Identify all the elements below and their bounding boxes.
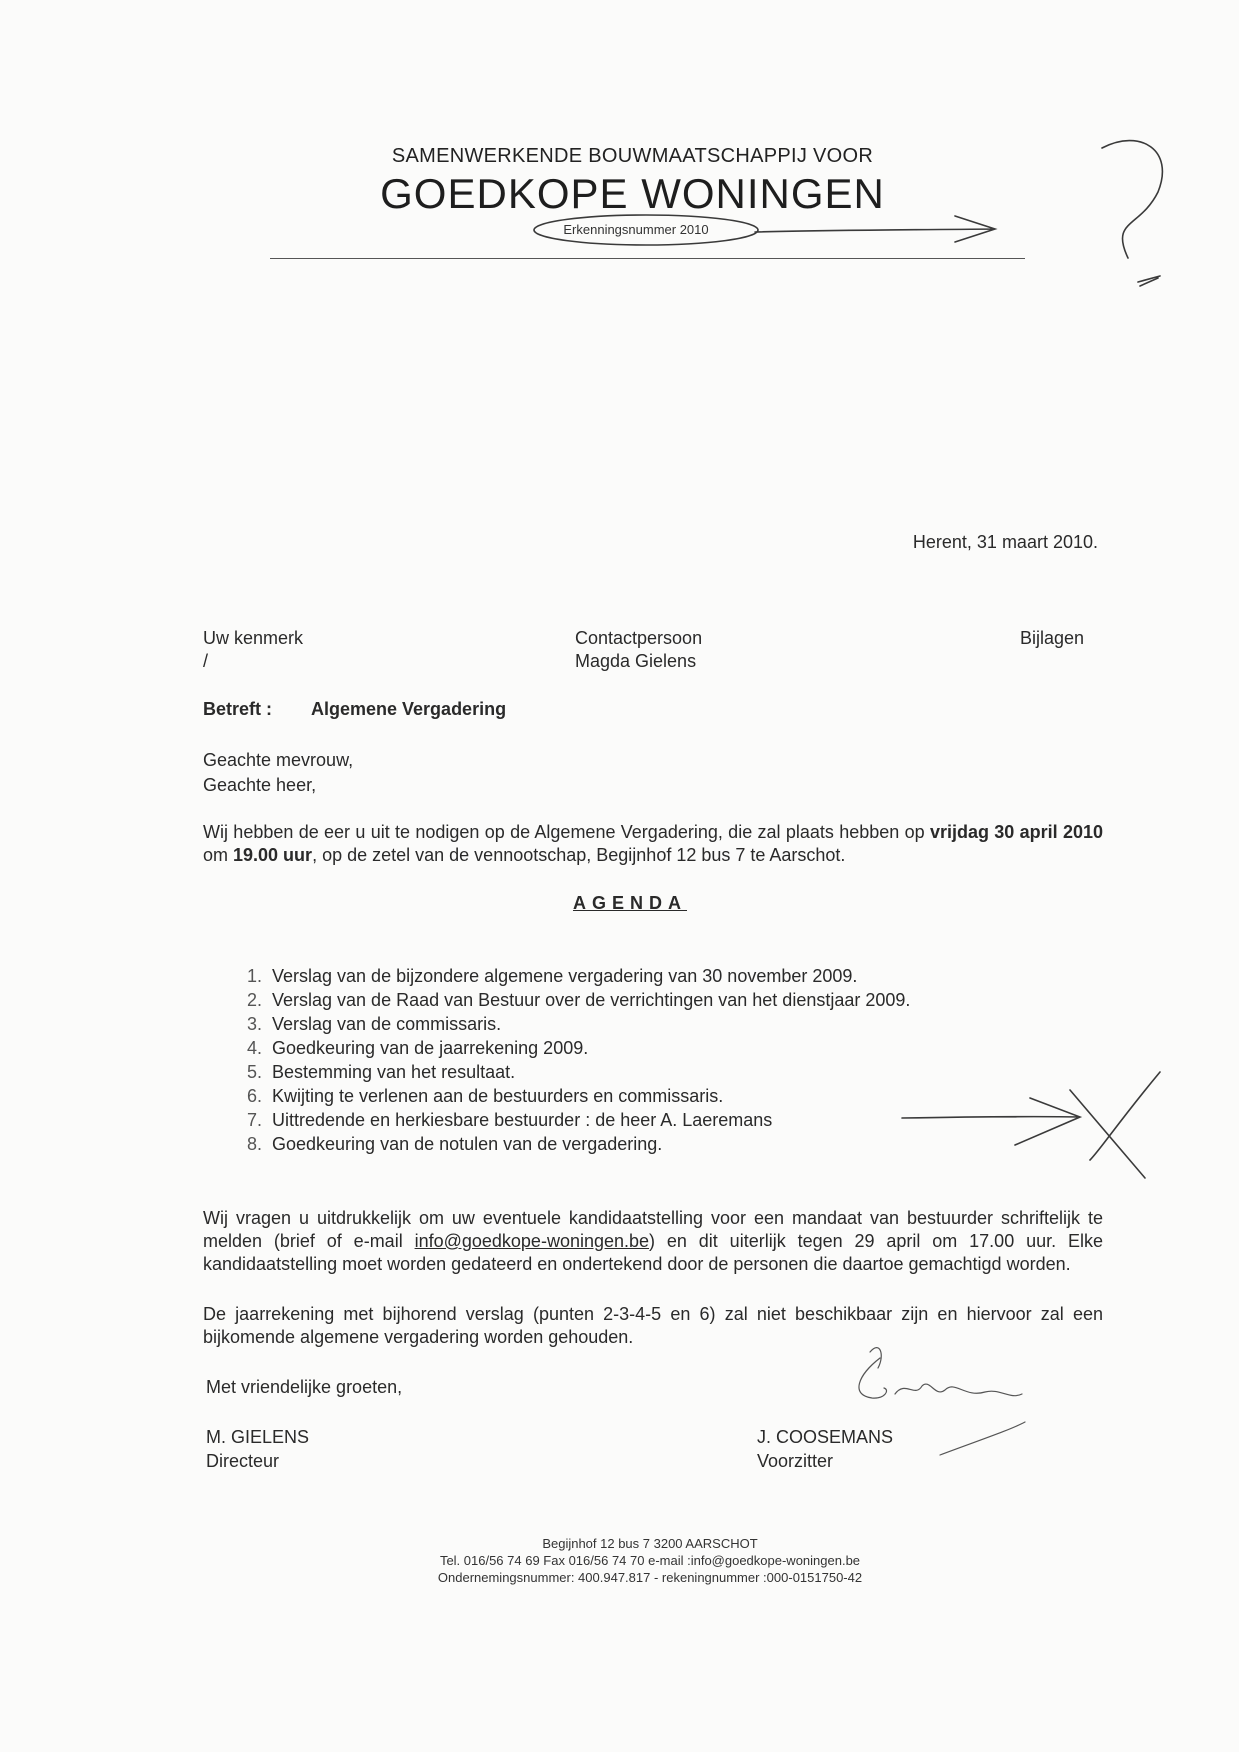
contact-value: Magda Gielens <box>575 651 697 671</box>
signatory-gielens <box>206 1425 309 1473</box>
agenda-item-text: Goedkeuring van de notulen van de vergadering. <box>272 1134 663 1154</box>
footer-address: Begijnhof 12 bus 7 3200 AARSCHOT <box>542 1536 758 1551</box>
invitation-text: om <box>203 845 234 865</box>
signatory-role: Voorzitter <box>757 1451 834 1471</box>
agenda-title: AGENDA <box>572 893 687 913</box>
letter-footer <box>300 1535 1000 1586</box>
meeting-date: vrijdag 30 april 2010 <box>929 822 1103 842</box>
agenda-item-text: Verslag van de Raad van Bestuur over de verrichtingen van het dienstjaar 2009. <box>272 990 911 1010</box>
agenda-item-number: 5. <box>246 1062 262 1082</box>
invitation-text: , op de zetel van de vennootschap, Begijnhof 12 bus 7 te Aarschot. <box>312 845 846 865</box>
letterhead-organisation-line: SAMENWERKENDE BOUWMAATSCHAPPIJ VOOR <box>391 145 874 167</box>
meeting-time: 19.00 uur <box>233 845 313 865</box>
subject-label: Betreft : <box>203 699 273 719</box>
letter-date: Herent, 31 maart 2010. <box>912 532 1098 552</box>
invitation-text: Wij hebben de eer u uit te nodigen op de Algemene Vergadering, die zal plaats hebben op <box>203 822 925 842</box>
registration-number: Erkenningsnummer 2010 <box>563 222 709 237</box>
agenda-item-text: Uittredende en herkiesbare bestuurder : de heer A. Laeremans <box>272 1110 773 1130</box>
your-ref-value: / <box>203 651 209 671</box>
signatory-role: Directeur <box>206 1451 280 1471</box>
contact-label: Contactpersoon <box>575 628 703 648</box>
signatory-name: J. COOSEMANS <box>757 1427 894 1447</box>
email-link[interactable]: info@goedkope-woningen.be <box>414 1231 650 1251</box>
agenda-item-number: 4. <box>246 1038 262 1058</box>
footer-company: Ondernemingsnummer: 400.947.817 - rekeningnummer :000-0151750-42 <box>437 1570 863 1585</box>
attachments-label: Bijlagen <box>1020 628 1085 648</box>
signatory-coosemans <box>757 1425 893 1473</box>
salutation-line: Geachte mevrouw, <box>203 750 354 770</box>
agenda-item-text: Verslag van de commissaris. <box>272 1014 502 1034</box>
your-ref-label: Uw kenmerk <box>203 628 304 648</box>
signatory-name: M. GIELENS <box>206 1427 310 1447</box>
salutation-line: Geachte heer, <box>203 775 317 795</box>
agenda-item-text: Verslag van de bijzondere algemene vergadering van 30 november 2009. <box>272 966 858 986</box>
annual-accounts-paragraph: De jaarrekening met bijhorend verslag (punten 2-3-4-5 en 6) zal niet beschikbaar zijn en hiervoor zal een bijkomende algemene vergadering worden gehouden. <box>203 1304 1103 1347</box>
agenda-item-number: 3. <box>246 1014 262 1034</box>
agenda-item-number: 7. <box>246 1110 262 1130</box>
candidacy-text: Wij vragen u uitdrukkelijk om uw eventuele kandidaatstelling voor een mandaat van bestuurder schriftelijk te melden (brief of e-mail <box>203 1208 1103 1251</box>
candidacy-text: ) en dit uiterlijk tegen 29 april om 17.00 uur. Elke kandidaatstelling moet worden gedateerd en ondertekend door de personen die daartoe gemachtigd worden. <box>203 1231 1103 1274</box>
agenda-item-text: Kwijting te verlenen aan de bestuurders en commissaris. <box>272 1086 724 1106</box>
agenda-item-number: 6. <box>246 1086 262 1106</box>
subject-value: Algemene Vergadering <box>311 699 507 719</box>
agenda-item-number: 8. <box>246 1134 262 1154</box>
agenda-item-number: 1. <box>246 966 262 986</box>
agenda-item-number: 2. <box>246 990 262 1010</box>
footer-contact: Tel. 016/56 74 69 Fax 016/56 74 70 e-mail :info@goedkope-woningen.be <box>439 1553 861 1568</box>
agenda-item-text: Goedkeuring van de jaarrekening 2009. <box>272 1038 589 1058</box>
agenda-item-text: Bestemming van het resultaat. <box>272 1062 516 1082</box>
letterhead-title: GOEDKOPE WONINGEN <box>380 170 885 217</box>
closing-greeting: Met vriendelijke groeten, <box>206 1377 403 1397</box>
